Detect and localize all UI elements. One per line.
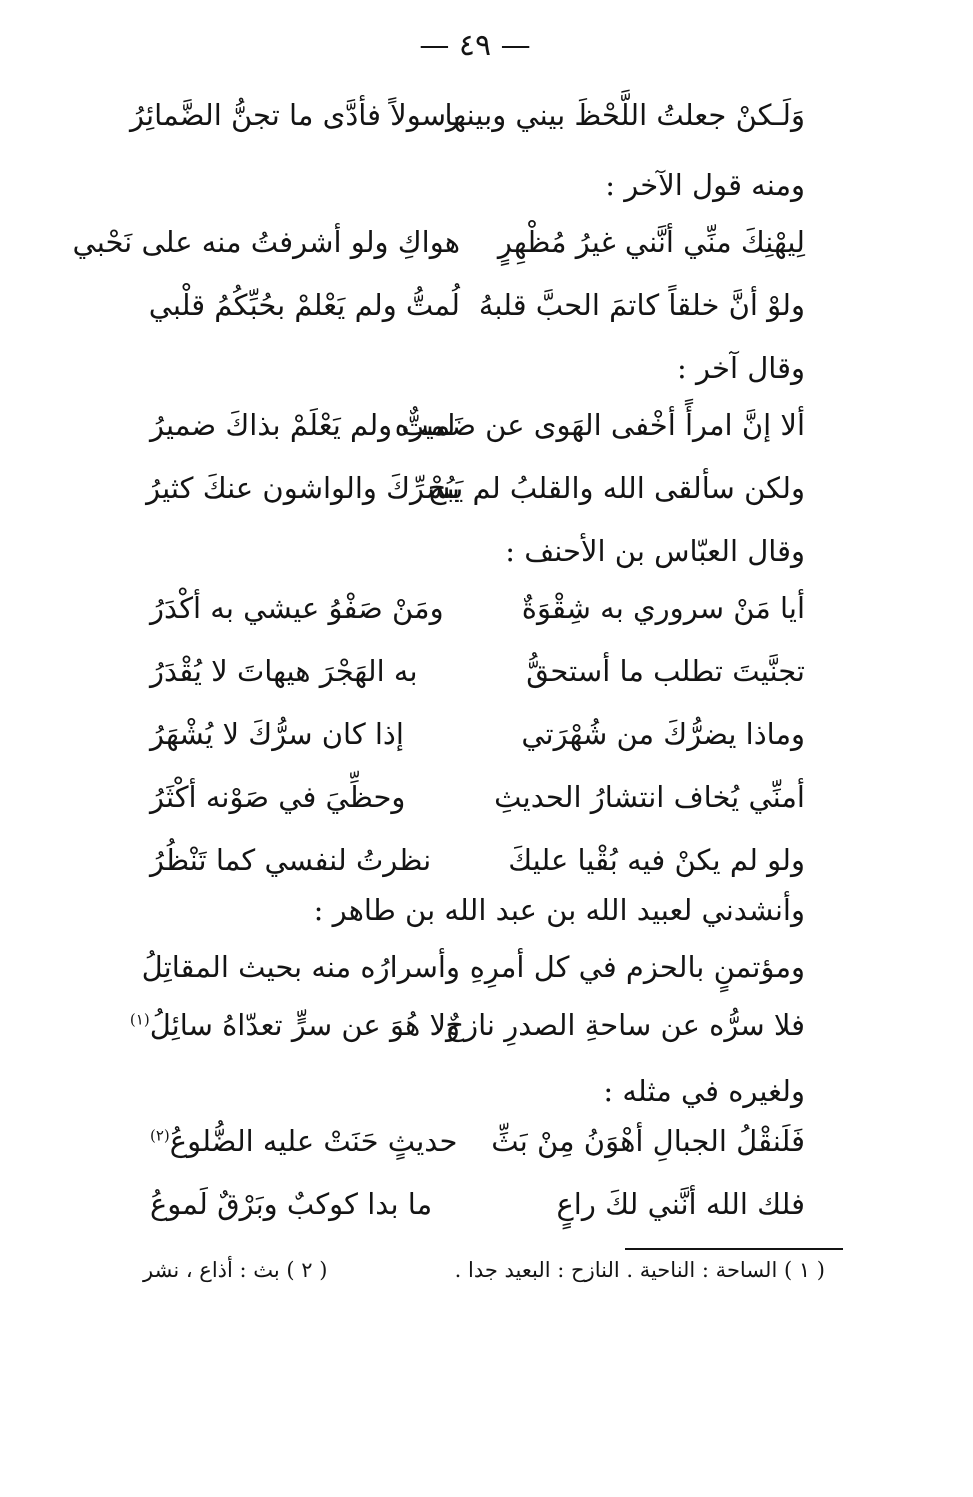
- verse-line: [72, 225, 805, 271]
- verse-second-hemistich: نظرتُ لنفسي كما تَنْظُرُ: [150, 843, 432, 877]
- verse-second-hemistich: به الهَجْرَ هيهاتَ لا يُقْدَرُ: [150, 654, 418, 688]
- verse-first-hemistich: تجنَّيتَ تطلب ما أستحقُّ: [526, 654, 805, 688]
- verse-second-hemistich: وحظِّيَ في صَوْنه أكْثَرُ: [150, 780, 406, 814]
- verse-first-hemistich: ولكن سألقى الله والقلبُ لم يَبُحْ: [427, 471, 805, 505]
- verse-line: [150, 288, 805, 334]
- verse-first-hemistich: ومؤتمنٍ بالحزم في كل أمرِهِ: [469, 950, 805, 984]
- verse-line: [150, 1124, 805, 1170]
- verse-line: [150, 408, 805, 454]
- verse-second-hemistich: لمتٌّ ولم يَعْلَمْ بذاكَ ضميرُ: [150, 408, 456, 442]
- verse-second-hemistich: ومَنْ صَفْوُ عيشي به أكْدَرُ: [150, 591, 444, 625]
- prose-line: وقال آخر :: [677, 351, 805, 385]
- verse-second-hemistich: إذا كان سرُّكَ لا يُشْهَرُ: [150, 717, 404, 751]
- prose-line: وقال العبّاس بن الأحنف :: [505, 534, 805, 568]
- verse-line: [129, 1008, 805, 1054]
- verse-second-hemistich: رسولاً فأدَّى ما تجنُّ الضَّمائِرُ: [130, 98, 460, 132]
- verse-second-hemistich: [150, 1124, 460, 1159]
- verse-first-hemistich: وماذا يضرُّكَ من شُهْرَتي: [521, 717, 805, 751]
- footnote-2: ( ٢ ) بث : أذاع ، نشر: [143, 1258, 328, 1282]
- verse-second-hemistich: هواكِ ولو أشرفتُ منه على نَحْبي: [72, 225, 460, 259]
- verse-first-hemistich: أمنِّي يُخاف انتشارُ الحديثِ: [494, 780, 805, 814]
- verse-first-hemistich: أيا مَنْ سروري به شِقْوَةٌ: [521, 591, 805, 625]
- verse-first-hemistich: لِيهْنِكَ منِّي أنَّني غيرُ مُظْهِرٍ: [497, 225, 805, 259]
- verse-text: حديثٍ حَنَتْ عليه الضُّلوعُ: [169, 1124, 458, 1158]
- verse-line: [150, 591, 805, 637]
- verse-first-hemistich: وَلَـكنْ جعلتُ اللَّحْظَ بيني وبينها: [444, 98, 805, 132]
- verse-first-hemistich: ألا إنَّ امرأً أخْفى الهَوى عن ضَميره: [394, 408, 805, 442]
- footnote-divider: [625, 1248, 843, 1250]
- page-number: — ٤٩ —: [419, 28, 531, 63]
- verse-second-hemistich: وأسرارُه منه بحيث المقاتِلُ: [141, 950, 460, 984]
- footnote-1: ( ١ ) الساحة : الناحية . النازح : البعيد جدا .: [454, 1258, 825, 1282]
- prose-line: ولغيره في مثله :: [603, 1074, 805, 1108]
- verse-first-hemistich: ولو لم يكنْ فيه بُقْيا عليكَ: [508, 843, 805, 877]
- verse-first-hemistich: ولوْ أنَّ خلقاً كاتمَ الحبَّ قلبهُ: [478, 288, 805, 322]
- verse-first-hemistich: فلك الله أنَّني لكَ راعٍ: [556, 1187, 805, 1221]
- footnote-ref-1: (١): [129, 1010, 150, 1029]
- verse-line: [146, 471, 805, 517]
- verse-text: ولا هُوَ عن سرٍّ تعدّاهُ سائِلُ: [149, 1008, 460, 1042]
- prose-line: وأنشدني لعبيد الله بن عبد الله بن طاهر :: [313, 893, 805, 927]
- verse-first-hemistich: فلا سرُّه عن ساحةِ الصدرِ نازحٌ: [445, 1008, 805, 1042]
- verse-line: [150, 1187, 805, 1233]
- verse-line: [150, 654, 805, 700]
- verse-line: [150, 843, 805, 889]
- verse-second-hemistich: بسرِّكَ والواشون عنكَ كثيرُ: [146, 471, 460, 505]
- verse-line: [150, 717, 805, 763]
- verse-line: [130, 98, 805, 144]
- verse-second-hemistich: لُمتُّ ولم يَعْلمْ بحُبِّكُمُ قلْبي: [148, 288, 460, 322]
- verse-second-hemistich: [129, 1008, 460, 1043]
- verse-line: [141, 950, 805, 996]
- verse-first-hemistich: فَلَنقْلُ الجبالِ أهْوَنُ مِنْ بَثِّ: [491, 1124, 805, 1158]
- footnote-ref-2: (٢): [150, 1126, 170, 1145]
- prose-line: ومنه قول الآخر :: [605, 168, 805, 202]
- verse-second-hemistich: ما بدا كوكبٌ وبَرْقٌ لَموعُ: [150, 1187, 433, 1221]
- verse-line: [150, 780, 805, 826]
